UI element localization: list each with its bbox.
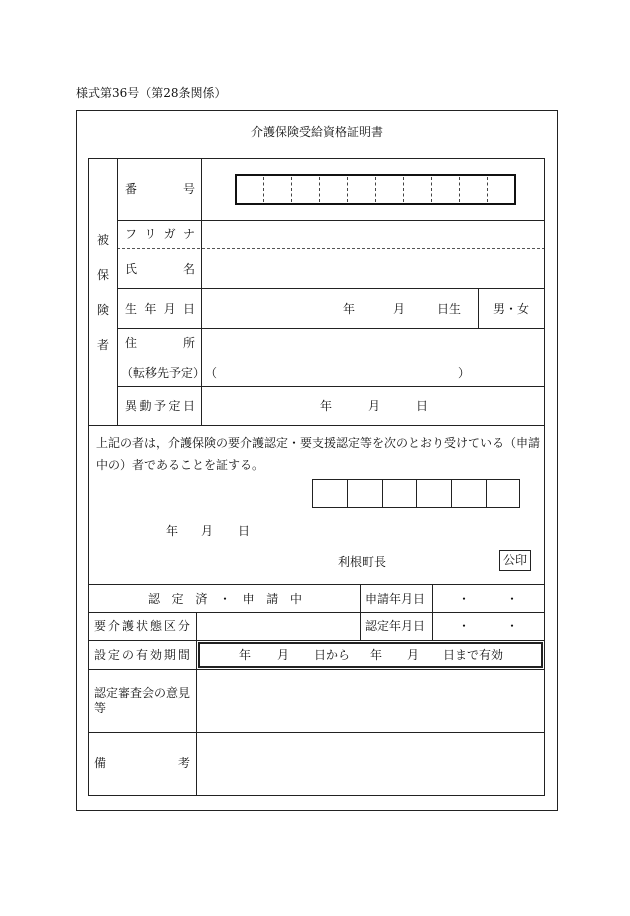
remarks-label: 備 考 — [94, 756, 190, 770]
application-date-label: 申請年月日 — [365, 592, 426, 606]
birth-date-field[interactable] — [203, 290, 477, 327]
move-date-label: 異 動 予 定 日 — [125, 399, 195, 413]
form-number: 様式第36号（第28条関係） — [76, 86, 227, 100]
transfer-label: （転移先予定） — [121, 366, 206, 380]
certification-date-label: 認定年月日 — [365, 619, 426, 633]
move-month-unit: 月 — [368, 399, 381, 413]
name-label: 氏 名 — [125, 262, 195, 276]
form-title: 介護保険受給資格証明書 — [250, 125, 383, 139]
care-level-field[interactable] — [198, 614, 358, 639]
issue-day-unit: 日 — [238, 524, 251, 538]
number-label: 番 号 — [125, 182, 195, 196]
address-label: 住 所 — [125, 336, 195, 350]
committee-label-line1: 認定審査会の意見 — [94, 686, 191, 700]
furigana-field[interactable] — [203, 222, 543, 247]
insured-label-2: 保 — [97, 268, 110, 282]
validity-from-day: 日から — [314, 648, 351, 662]
insured-label-1: 被 — [97, 233, 110, 247]
furigana-label: フ リ ガ ナ — [125, 227, 195, 241]
committee-label-line2: 等 — [94, 701, 107, 715]
certification-text-line1: 上記の者は，介護保険の要介護認定・要支援認定等を次のとおり受けている（申請 — [96, 436, 541, 450]
remarks-field[interactable] — [198, 734, 543, 794]
move-year-unit: 年 — [320, 399, 333, 413]
validity-to-day: 日まで有効 — [443, 648, 504, 662]
issue-year-unit: 年 — [166, 524, 179, 538]
application-date-field[interactable]: ・ ・ — [457, 592, 518, 606]
birth-year-unit: 年 — [343, 302, 356, 316]
certification-text-line2: 中の）者であることを証する。 — [96, 458, 265, 472]
validity-to-year: 年 — [370, 648, 383, 662]
committee-opinion-field[interactable] — [198, 671, 543, 731]
birth-month-unit: 月 — [393, 302, 406, 316]
insured-label-3: 険 — [97, 303, 110, 317]
birth-date-label: 生 年 月 日 — [125, 302, 195, 316]
validity-from-month: 月 — [277, 648, 290, 662]
care-level-label: 要 介 護 状 態 区 分 — [94, 619, 190, 633]
validity-from-year: 年 — [239, 648, 252, 662]
issue-month-unit: 月 — [201, 524, 214, 538]
validity-to-month: 月 — [407, 648, 420, 662]
address-paren-open: （ — [205, 366, 218, 380]
move-day-unit: 日 — [416, 399, 429, 413]
issuer-name: 利根町長 — [338, 555, 387, 569]
certification-date-field[interactable]: ・ ・ — [457, 619, 518, 633]
insured-label-4: 者 — [97, 338, 110, 352]
name-field[interactable] — [203, 250, 543, 287]
birth-day-unit: 日生 — [437, 302, 462, 316]
official-seal: 公印 — [499, 550, 531, 571]
sex-selector[interactable]: 男・女 — [492, 302, 529, 316]
validity-label: 設 定 の 有 効 期 間 — [94, 648, 190, 662]
address-paren-close: ） — [458, 366, 471, 380]
status-selector[interactable]: 認 定 済 ・ 申 請 中 — [148, 592, 302, 606]
address-field[interactable] — [203, 330, 543, 385]
